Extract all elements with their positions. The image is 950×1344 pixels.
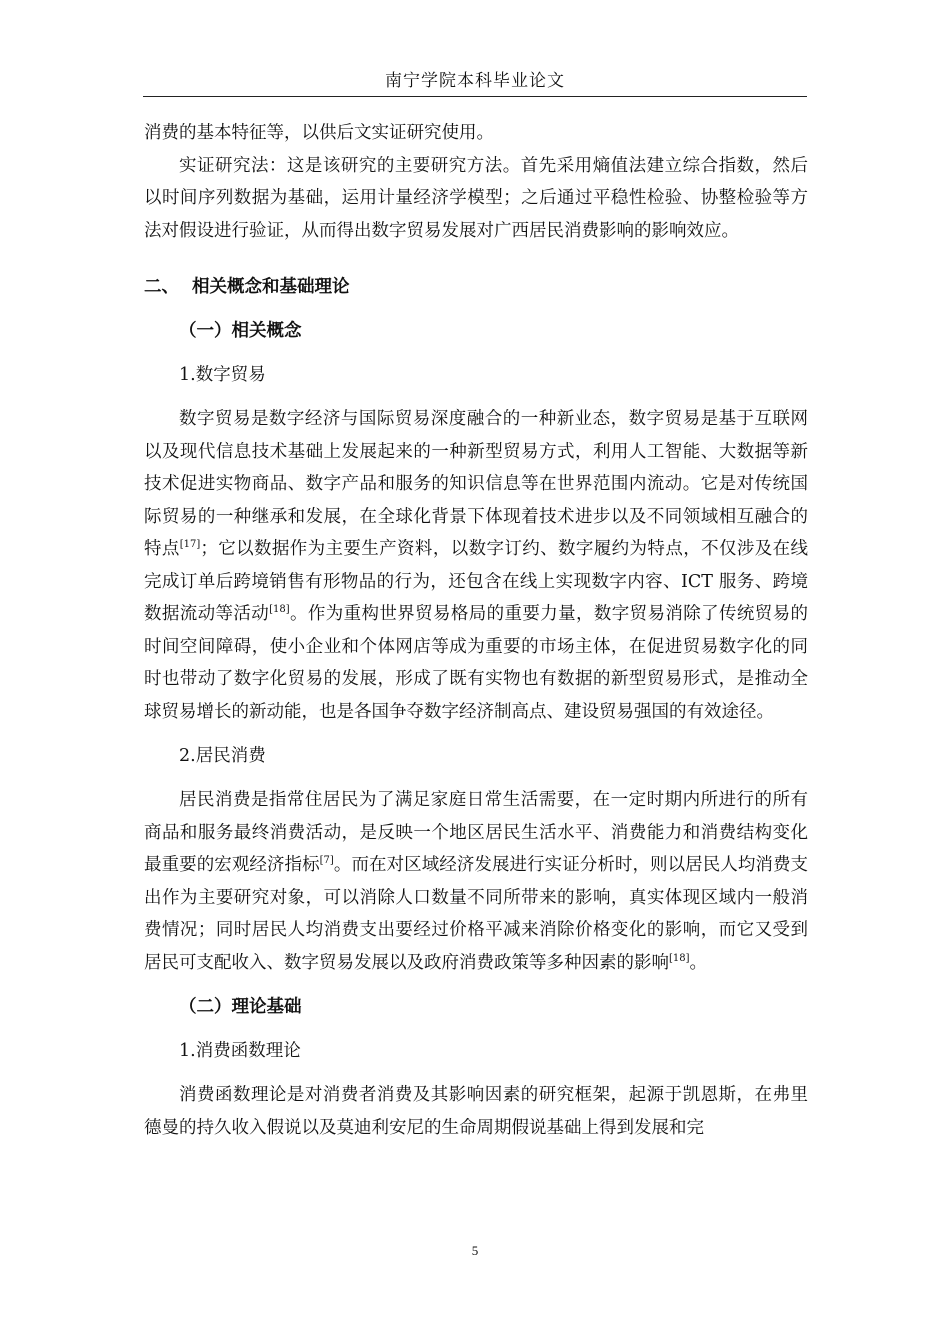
section-heading <box>144 271 808 303</box>
item-heading-consumption: 2.居民消费 <box>179 746 266 766</box>
section-number: 二、 <box>144 277 179 297</box>
citation-18: [18] <box>669 952 690 964</box>
header-divider <box>143 96 807 97</box>
subsection-heading-concepts: （一）相关概念 <box>179 321 302 341</box>
page-content <box>144 117 808 1144</box>
running-header: 南宁学院本科毕业论文 <box>385 71 565 91</box>
item-heading-digital-trade: 1.数字贸易 <box>179 365 266 385</box>
consumption-function-paragraph: 消费函数理论是对消费者消费及其影响因素的研究框架，起源于凯恩斯，在弗里德曼的持久收入假说以及莫迪利安尼的生命周期假说基础上得到发展和完 <box>144 1085 808 1138</box>
subsection-heading-theory: （二）理论基础 <box>179 997 302 1017</box>
section-title: 相关概念和基础理论 <box>192 277 350 297</box>
text-segment: ；它以数据作为主要生产资料，以数字订约、数字履约为特点，不仅涉及在线完成订单后跨境销售有形物品的行为，还包含在线上实现数字内容、ICT 服务、跨境数据流动等活动 <box>144 539 809 624</box>
consumption-paragraph <box>144 784 808 979</box>
item-heading-consumption-function: 1.消费函数理论 <box>179 1041 301 1061</box>
text-segment: 数字贸易是数字经济与国际贸易深度融合的一种新业态，数字贸易是基于互联网以及现代信息技术基础上发展起来的一种新型贸易方式，利用人工智能、大数据等新技术促进实物商品、数字产品和服务的知识信息等在世界范围内流动。它是对传统国际贸易的一种继承和发展，在全球化背景下体现着技术进步以及不同领域相互融合的特点 <box>144 409 808 559</box>
text-segment: 。 <box>689 952 708 973</box>
text-segment: 。而在对区域经济发展进行实证分析时，则以居民人均消费支出作为主要研究对象，可以消除人口数量不同所带来的影响，真实体现区域内一般消费情况；同时居民人均消费支出要经过价格平减来消除价格变化的影响，而它又受到居民可支配收入、数字贸易发展以及政府消费政策等多种因素的影响 <box>144 855 809 973</box>
citation-18: [18] <box>269 604 290 616</box>
citation-7: [7] <box>319 855 334 867</box>
intro-tail-paragraph: 消费的基本特征等，以供后文实证研究使用。 <box>144 123 494 143</box>
method-paragraph: 实证研究法：这是该研究的主要研究方法。首先采用熵值法建立综合指数，然后以时间序列数据为基础，运用计量经济学模型；之后通过平稳性检验、协整检验等方法对假设进行验证，从而得出数字贸易发展对广西居民消费影响的影响效应。 <box>144 155 808 241</box>
digital-trade-paragraph <box>144 403 808 728</box>
citation-17: [17] <box>179 539 201 551</box>
page-number: 5 <box>471 1243 479 1258</box>
text-segment: 。作为重构世界贸易格局的重要力量，数字贸易消除了传统贸易的时间空间障碍，使小企业和个体网店等成为重要的市场主体，在促进贸易数字化的同时也带动了数字化贸易的发展，形成了既有实物也有数据的新型贸易形式，是推动全球贸易增长的新动能，也是各国争夺数字经济制高点、建设贸易强国的有效途径。 <box>144 604 809 722</box>
text-segment: 居民消费是指常住居民为了满足家庭日常生活需要，在一定时期内所进行的所有商品和服务最终消费活动，是反映一个地区居民生活水平、消费能力和消费结构变化最重要的宏观经济指标 <box>144 790 808 875</box>
